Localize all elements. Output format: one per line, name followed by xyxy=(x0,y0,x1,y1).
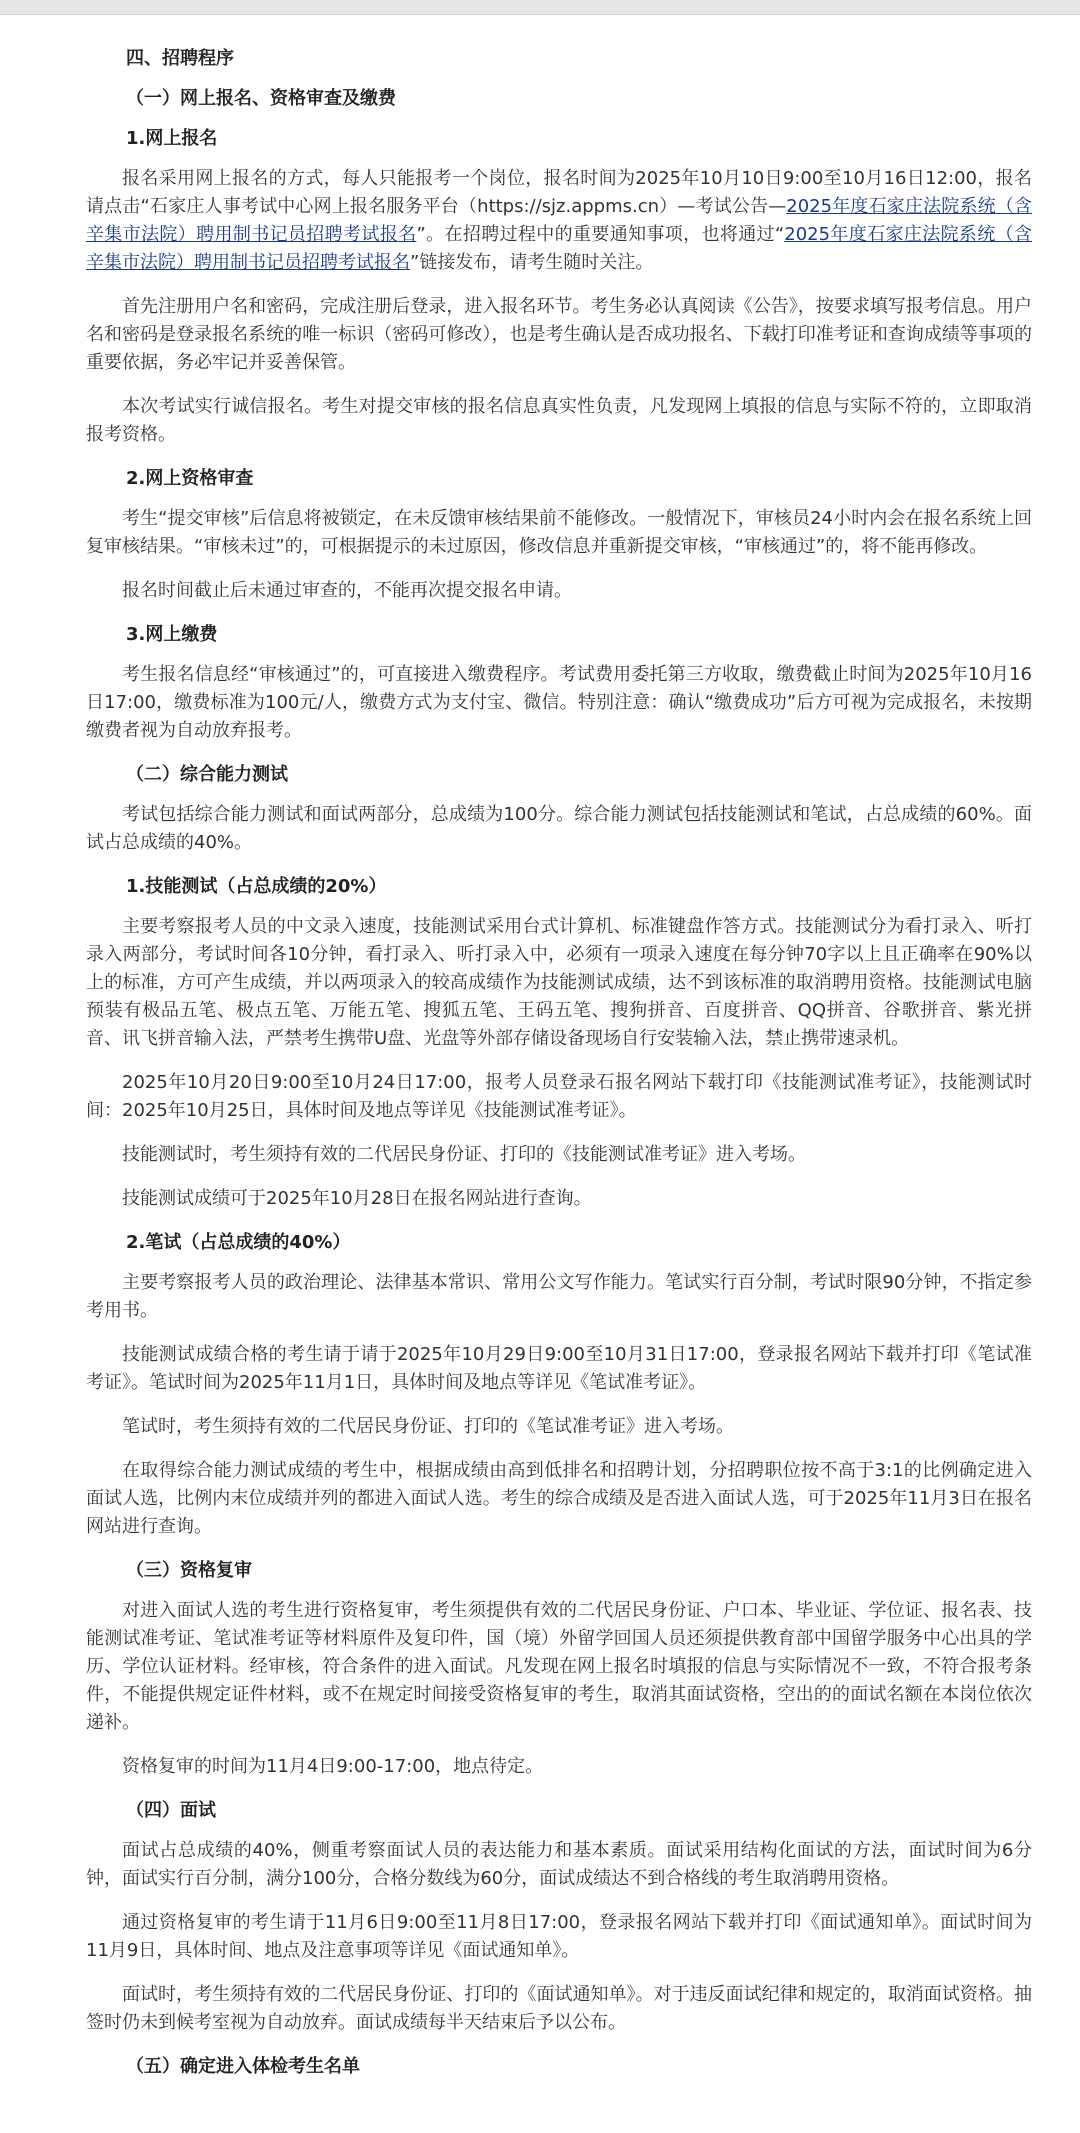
paragraph: 对进入面试人选的考生进行资格复审，考生须提供有效的二代居民身份证、户口本、毕业证、学位证、报名表、技能测试准考证、笔试准考证等材料原件及复印件，国（境）外留学回国人员还须提供教育部中国留学服务中心出具的学历、学位认证材料。经审核，符合条件的进入面试。凡发现在网上报名时填报的信息与实际情况不一致，不符合报考条件，不能提供规定证件材料，或不在规定时间接受资格复审的考生，取消其面试资格，空出的的面试名额在本岗位依次递补。 xyxy=(86,1600,1032,1733)
paragraph: 面试时，考生须持有效的二代居民身份证、打印的《面试通知单》。对于违反面试纪律和规定的，取消面试资格。抽签时仍未到候考室视为自动放弃。面试成绩每半天结束后予以公布。 xyxy=(86,1984,1032,2033)
registration-link[interactable]: 2025年度石家庄法院系统（含辛集市法院）聘用制书记员招聘考试报名 xyxy=(86,196,1032,245)
section-heading: （五）确定进入体检考生名单 xyxy=(126,2056,360,2077)
paragraph: 主要考察报考人员的政治理论、法律基本常识、常用公文写作能力。笔试实行百分制，考试时限90分钟，不指定参考用书。 xyxy=(86,1272,1032,1321)
paragraph: 技能测试成绩合格的考生请于请于2025年10月29日9:00至10月31日17:00，登录报名网站下载并打印《笔试准考证》。笔试时间为2025年11月1日，具体时间及地点等详见《笔试准考证》。 xyxy=(86,1344,1032,1393)
paragraph: 考生报名信息经“审核通过”的，可直接进入缴费程序。考试费用委托第三方收取，缴费截止时间为2025年10月16日17:00，缴费标准为100元/人，缴费方式为支付宝、微信。特别注意：确认“缴费成功”后方可视为完成报名，未按期缴费者视为自动放弃报考。 xyxy=(86,664,1032,741)
paragraph-text: 报名采用网上报名的方式，每人只能报考一个岗位，报名时间为2025年10月10日9:00至10月16日12:00，报名请点击“石家庄人事考试中心网上报名服务平台（https://sjz.appms.cn）—考试公告— xyxy=(86,168,1032,217)
paragraph: 在取得综合能力测试成绩的考生中，根据成绩由高到低排名和招聘计划，分招聘职位按不高于3:1的比例确定进入面试人选，比例内末位成绩并列的都进入面试人选。考生的综合成绩及是否进入面试人选，可于2025年11月3日在报名网站进行查询。 xyxy=(86,1460,1032,1537)
paragraph: 报名时间截止后未通过审查的，不能再次提交报名申请。 xyxy=(122,580,572,601)
paragraph: 2025年10月20日9:00至10月24日17:00，报考人员登录石报名网站下载打印《技能测试准考证》，技能测试时间：2025年10月25日，具体时间及地点等详见《技能测试准考证》。 xyxy=(86,1072,1032,1121)
paragraph: 通过资格复审的考生请于11月6日9:00至11月8日17:00，登录报名网站下载并打印《面试通知单》。面试时间为11月9日，具体时间、地点及注意事项等详见《面试通知单》。 xyxy=(86,1912,1032,1961)
section-heading: 2.网上资格审查 xyxy=(126,468,254,489)
paragraph: 首先注册用户名和密码，完成注册后登录，进入报名环节。考生务必认真阅读《公告》，按要求填写报考信息。用户名和密码是登录报名系统的唯一标识（密码可修改），也是考生确认是否成功报名、下载打印准考证和查询成绩等事项的重要依据，务必牢记并妥善保管。 xyxy=(86,296,1032,373)
paragraph-text: ”链接发布，请考生随时关注。 xyxy=(410,252,654,273)
paragraph: 资格复审的时间为11月4日9:00-17:00，地点待定。 xyxy=(122,1756,544,1777)
paragraph: 本次考试实行诚信报名。考生对提交审核的报名信息真实性负责，凡发现网上填报的信息与实际不符的，立即取消报考资格。 xyxy=(86,396,1032,445)
top-status-bar xyxy=(0,0,1080,15)
paragraph: 主要考察报考人员的中文录入速度，技能测试采用台式计算机、标准键盘作答方式。技能测试分为看打录入、听打录入两部分，考试时间各10分钟，看打录入、听打录入中，必须有一项录入速度在每分钟70字以上且正确率在90%以上的标准，方可产生成绩，并以两项录入的较高成绩作为技能测试成绩，达不到该标准的取消聘用资格。技能测试电脑预装有极品五笔、极点五笔、万能五笔、搜狐五笔、王码五笔、搜狗拼音、百度拼音、QQ拼音、谷歌拼音、紫光拼音、讯飞拼音输入法，严禁考生携带U盘、光盘等外部存储设备现场自行安装输入法，禁止携带速录机。 xyxy=(86,916,1032,1049)
section-heading: 3.网上缴费 xyxy=(126,624,218,645)
registration-link[interactable]: 2025年度石家庄法院系统（含辛集市法院）聘用制书记员招聘考试报名 xyxy=(86,224,1033,273)
section-heading: （三）资格复审 xyxy=(126,1560,252,1581)
paragraph-text: ”。在招聘过程中的重要通知事项，也将通过“ xyxy=(416,224,785,245)
paragraph: 技能测试时，考生须持有效的二代居民身份证、打印的《技能测试准考证》进入考场。 xyxy=(122,1144,806,1165)
section-heading: 1.技能测试（占总成绩的20%） xyxy=(126,876,387,897)
section-heading: （一）网上报名、资格审查及缴费 xyxy=(126,88,396,109)
section-heading: 2.笔试（占总成绩的40%） xyxy=(126,1232,351,1253)
paragraph: 技能测试成绩可于2025年10月28日在报名网站进行查询。 xyxy=(122,1188,592,1209)
section-heading: 1.网上报名 xyxy=(126,128,218,149)
section-heading: （四）面试 xyxy=(126,1800,216,1821)
paragraph xyxy=(86,165,1032,277)
article-body xyxy=(0,15,1080,2081)
section-heading: （二）综合能力测试 xyxy=(126,764,288,785)
paragraph: 笔试时，考生须持有效的二代居民身份证、打印的《笔试准考证》进入考场。 xyxy=(122,1416,734,1437)
paragraph: 面试占总成绩的40%，侧重考察面试人员的表达能力和基本素质。面试采用结构化面试的方法，面试时间为6分钟，面试实行百分制，满分100分，合格分数线为60分，面试成绩达不到合格线的考生取消聘用资格。 xyxy=(86,1840,1032,1889)
paragraph: 考试包括综合能力测试和面试两部分，总成绩为100分。综合能力测试包括技能测试和笔试，占总成绩的60%。面试占总成绩的40%。 xyxy=(86,804,1032,853)
section-heading: 四、招聘程序 xyxy=(126,48,234,69)
paragraph: 考生“提交审核”后信息将被锁定，在未反馈审核结果前不能修改。一般情况下，审核员24小时内会在报名系统上回复审核结果。“审核未过”的，可根据提示的未过原因，修改信息并重新提交审核，“审核通过”的，将不能再修改。 xyxy=(86,508,1032,557)
